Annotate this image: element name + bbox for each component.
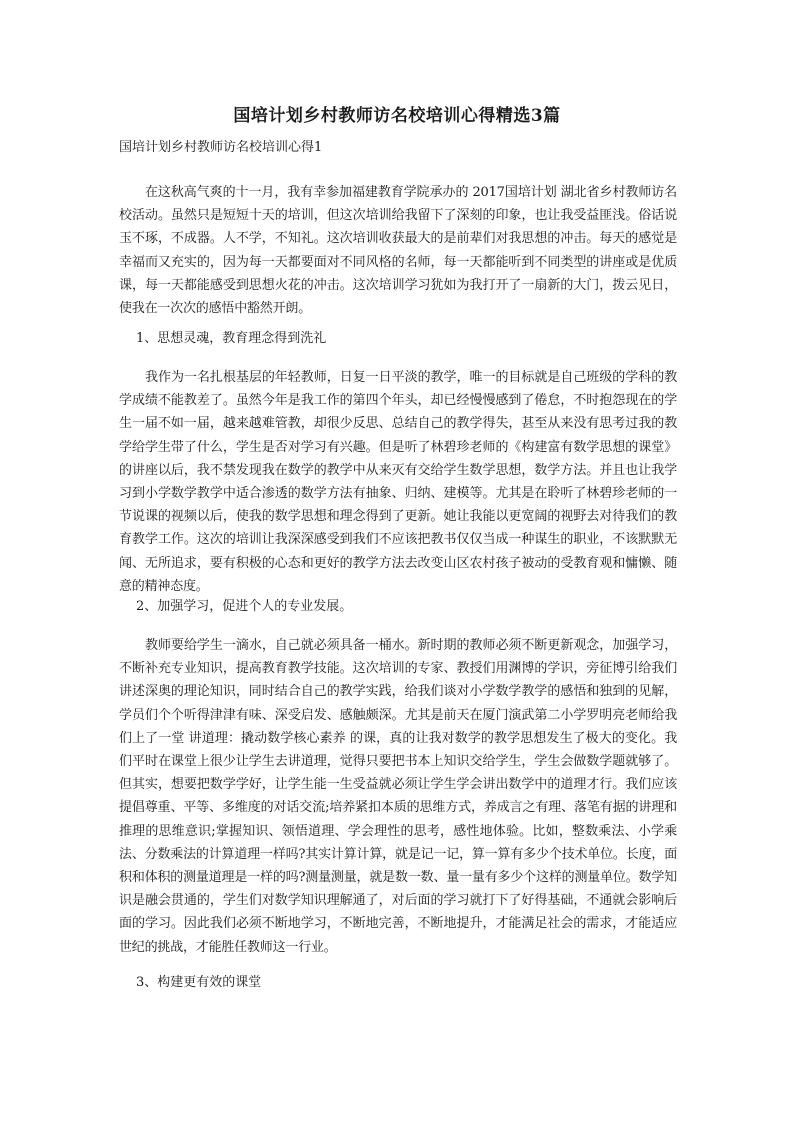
paragraph-intro: 在这秋高气爽的十一月，我有幸参加福建教育学院承办的 2017国培计划 湖北省乡村教师访名校活动。虽然只是短短十天的培训，但这次培训给我留下了深刻的印象，也让我受益匪浅。俗话说 玉不琢，不成器。人不学，不知礼。这次培训收获最大的是前辈们对我思想的冲击。每天的感觉是幸福而又充实的，因为每一天都要面对不同风格的名师，每一天都能听到不同类型的讲座或是优质课，每一天都能感受到思想火花的冲击。这次培训学习犹如为我打开了一扇新的大门，拨云见日，使我在一次次的感悟中豁然开朗。 xyxy=(119,185,677,317)
section-heading-3: 3、构建更有效的课堂 xyxy=(136,975,262,990)
document-subtitle: 国培计划乡村教师访名校培训心得1 xyxy=(119,140,323,155)
document-title: 国培计划乡村教师访名校培训心得精选3篇 xyxy=(233,106,561,126)
section-heading-2: 2、加强学习，促进个人的专业发展。 xyxy=(136,599,353,614)
section-heading-1: 1、思想灵魂，教育理念得到洗礼 xyxy=(136,331,327,346)
paragraph-section-2: 教师要给学生一滴水，自己就必须具备一桶水。新时期的教师必须不断更新观念，加强学习，不断补充专业知识，提高教育教学技能。这次培训的专家、教授们用渊博的学识，旁征博引给我们讲述深奥的理论知识，同时结合自己的教学实践，给我们谈对小学数学教学的感悟和独到的见解，学员们个个听得津津有味、深受启发、感触颇深。尤其是前天在厦门演武第二小学罗明亮老师给我们上了一堂 讲道理：撬动数学核心素养 的课，真的让我对数学的教学思想发生了极大的变化。我们平时在课堂上很少让学生去讲道理，觉得只要把书本上知识交给学生，学生会做数学题就够了。但其实，想要把数学学好，让学生能一生受益就必须让学生学会讲出数学中的道理才行。我们应该提倡尊重、平等、多维度的对话交流;培养紧扣本质的思维方式，养成言之有理、落笔有据的讲理和推理的思维意识;掌握知识、领悟道理、学会理性的思考，感性地体验。比如，整数乘法、小学乘法、分数乘法的计算道理一样吗?其实计算计算，就是记一记，算一算有多少个技术单位。长度，面积和体积的测量道理是一样的吗?测量测量，就是数一数、量一量有多少个这样的测量单位。数学知识是融会贯通的，学生们对数学知识理解通了，对后面的学习就打下了好得基础，不通就会影响后面的学习。因此我们必须不断地学习，不断地完善，不断地提升，才能满足社会的需求，才能适应世纪的挑战，才能胜任教师这一行业。 xyxy=(119,638,677,955)
paragraph-section-1: 我作为一名扎根基层的年轻教师，日复一日平淡的教学，唯一的目标就是自己班级的学科的教学成绩不能教差了。虽然今年是我工作的第四个年头，却已经慢慢感到了倦怠，不时抱怨现在的学生一届不如一届，越来越难管教，却很少反思、总结自己的教学得失，甚至从来没有思考过我的教学给学生带了什么，学生是否对学习有兴趣。但是听了林碧珍老师的《构建富有数学思想的课堂》的讲座以后，我不禁发现我在数学的教学中从来灭有交给学生数学思想，数学方法。并且也让我学习到小学数学教学中适合渗透的数学方法有抽象、归纳、建模等。尤其是在聆听了林碧珍老师的一节说课的视频以后，使我的数学思想和理念得到了更新。她让我能以更宽阔的视野去对待我们的教育教学工作。这次的培训让我深深感受到我们不应该把教书仅仅当成一种谋生的职业，不该默默无闻、无所追求，要有积极的心态和更好的教学方法去改变山区农村孩子被动的受教育观和慵懒、随意的精神态度。 xyxy=(119,370,677,594)
